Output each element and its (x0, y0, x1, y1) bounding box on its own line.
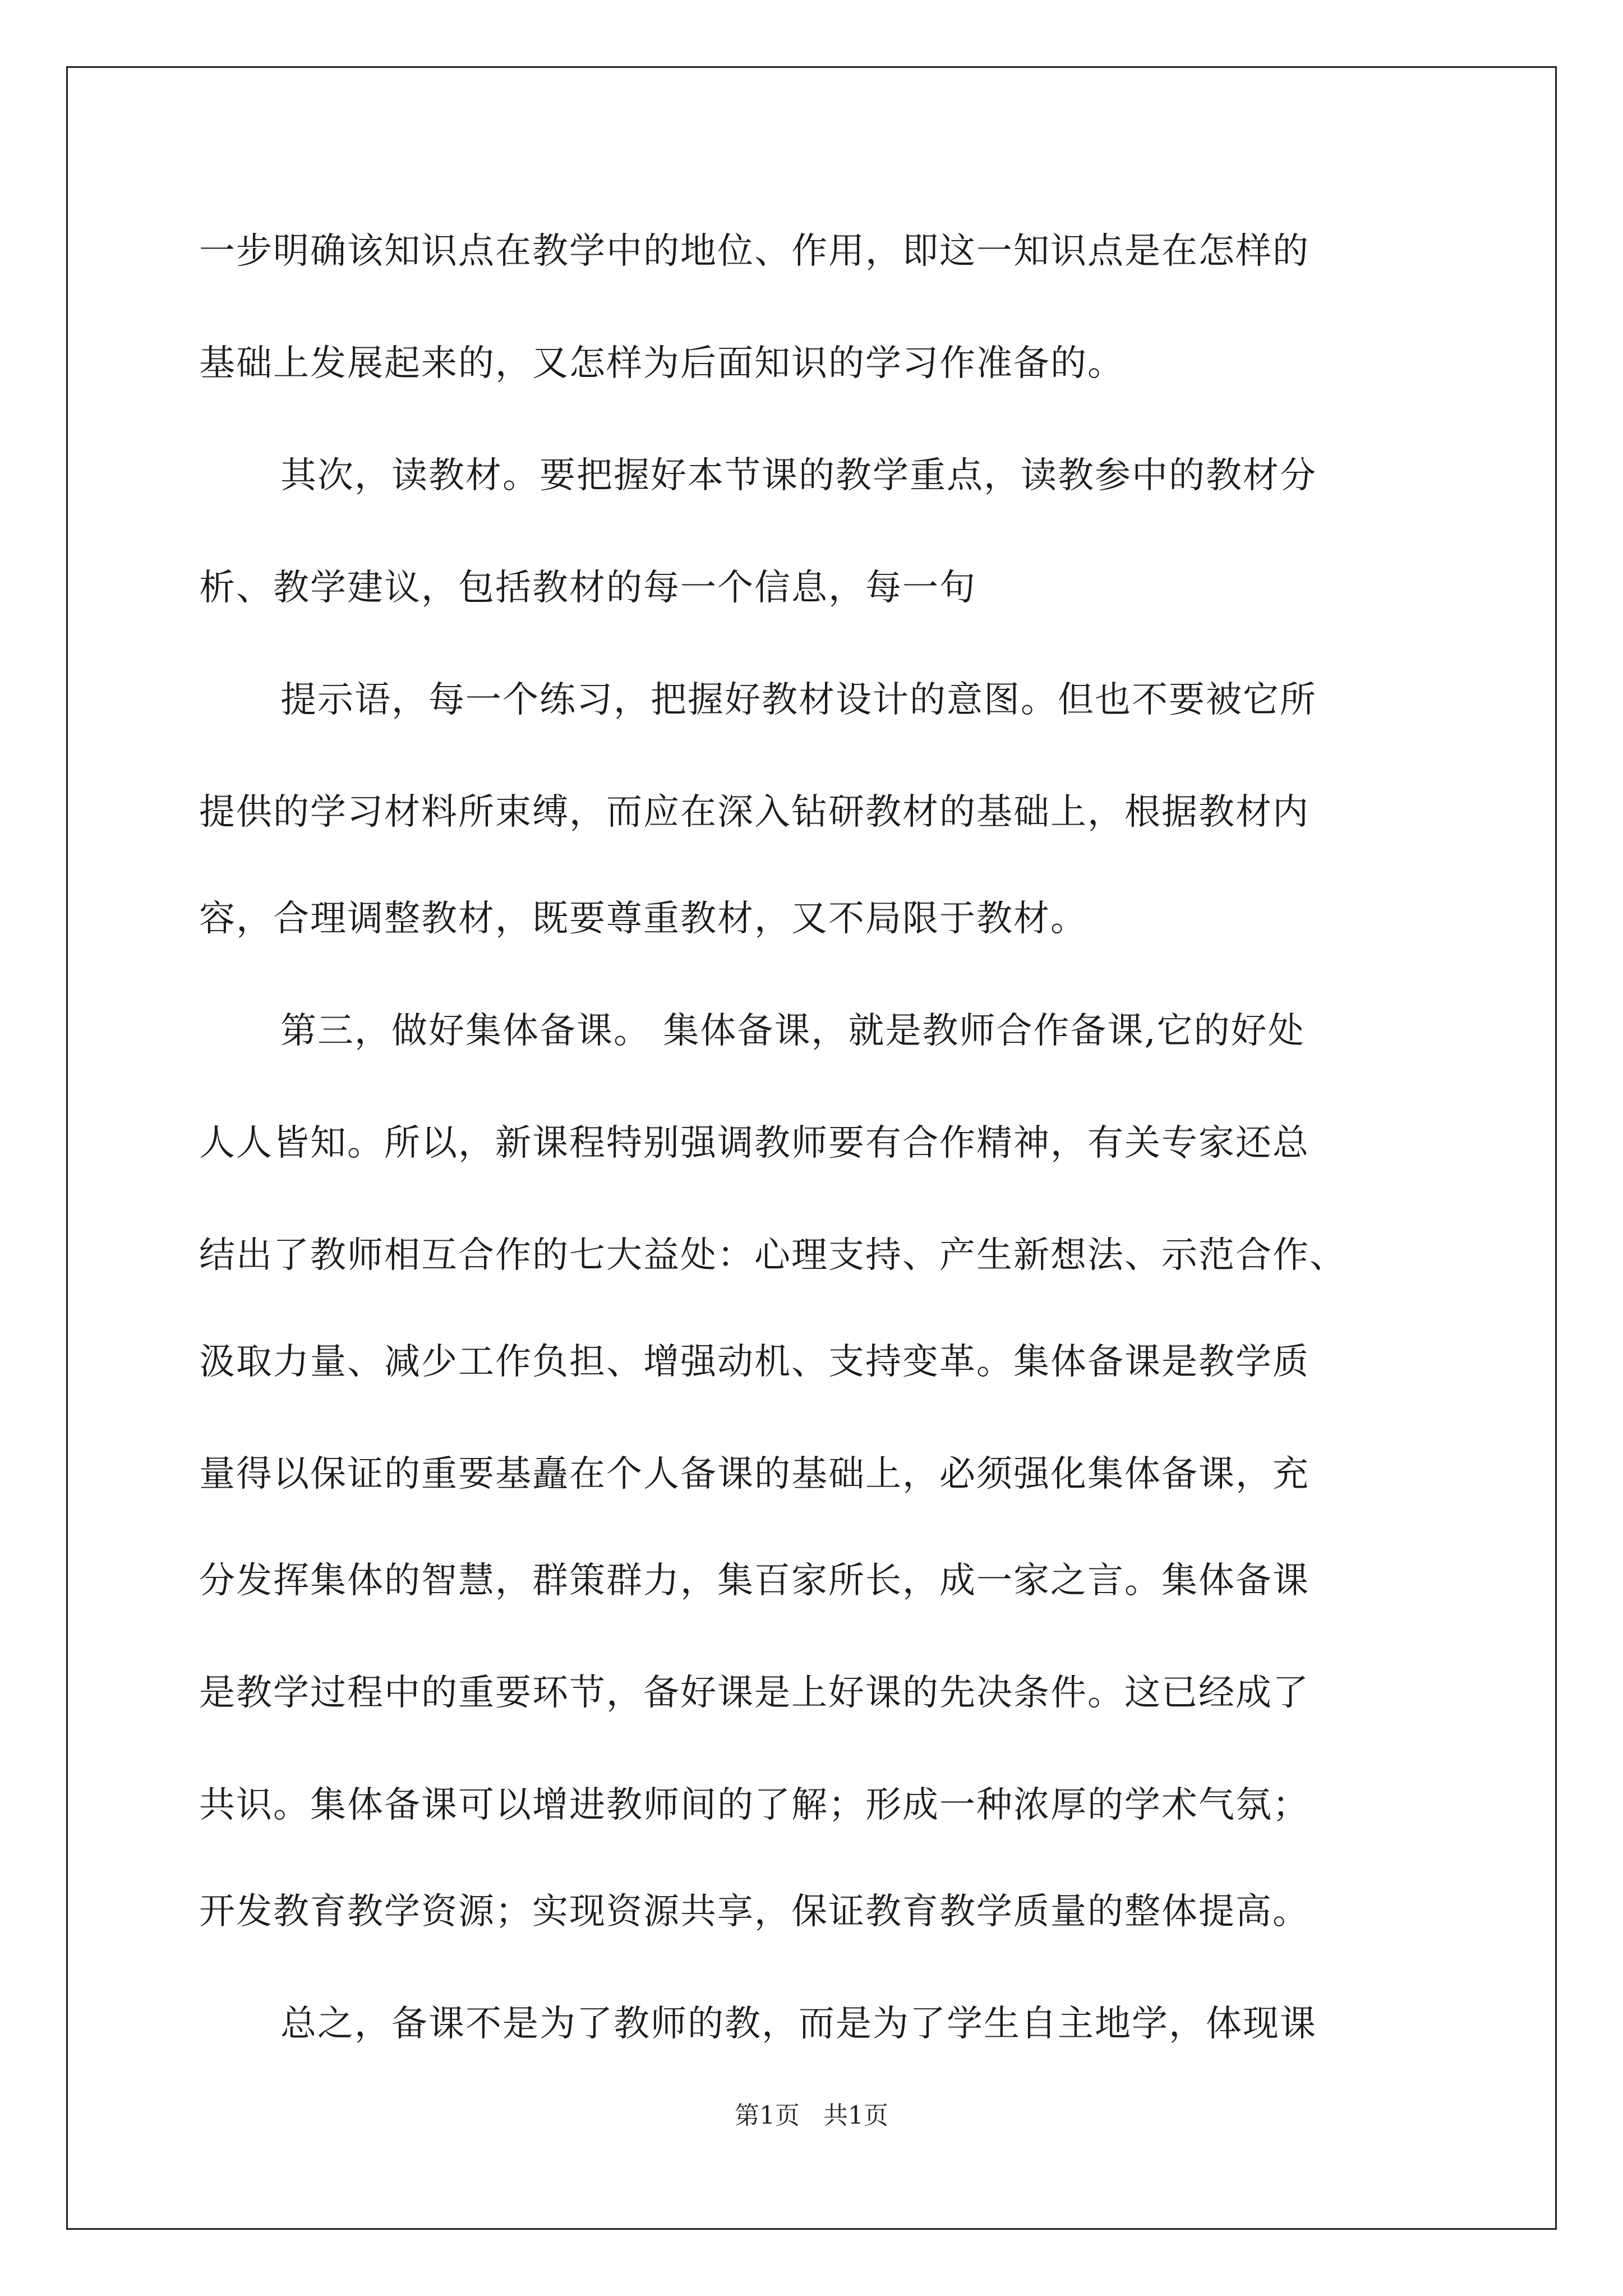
text-line: 共识。集体备课可以增进教师间的了解；形成一种浓厚的学术气氛； (199, 1784, 1310, 1826)
text-line: 基础上发展起来的，又怎样为后面知识的学习作准备的。 (199, 343, 1124, 384)
page-number: 第1页 (735, 2101, 800, 2130)
text-line: 析、教学建议，包括教材的每一个信息，每一句 (199, 567, 976, 609)
paragraph-start-line: 提示语，每一个练习，把握好教材设计的意图。但也不要被它所 (280, 679, 1317, 721)
text-line: 是教学过程中的重要环节，备好课是上好课的先决条件。这已经成了 (199, 1672, 1310, 1714)
paragraph-start-line: 总之，备课不是为了教师的教，而是为了学生自主地学，体现课 (280, 2003, 1317, 2045)
page-total: 共1页 (823, 2101, 888, 2130)
text-line: 结出了教师相互合作的七大益处：心理支持、产生新想法、示范合作、 (199, 1235, 1347, 1276)
paragraph-start-line: 第三，做好集体备课。 集体备课，就是教师合作备课,它的好处 (280, 1010, 1305, 1052)
page-footer (0, 2100, 1623, 2132)
text-line: 汲取力量、减少工作负担、增强动机、支持变革。集体备课是教学质 (199, 1341, 1310, 1383)
text-line: 分发挥集体的智慧，群策群力，集百家所长，成一家之言。集体备课 (199, 1560, 1310, 1602)
text-line: 提供的学习材料所束缚，而应在深入钻研教材的基础上，根据教材内 (199, 792, 1310, 833)
text-line: 一步明确该知识点在教学中的地位、作用，即这一知识点是在怎样的 (199, 231, 1310, 272)
text-line: 量得以保证的重要基矗在个人备课的基础上，必须强化集体备课，充 (199, 1453, 1310, 1495)
text-line: 容，合理调整教材，既要尊重教材，又不局限于教材。 (199, 898, 1087, 940)
text-line: 开发教育教学资源；实现资源共享，保证教育教学质量的整体提高。 (199, 1891, 1310, 1932)
paragraph-start-line: 其次，读教材。要把握好本节课的教学重点，读教参中的教材分 (280, 455, 1317, 496)
text-line: 人人皆知。所以，新课程特别强调教师要有合作精神，有关专家还总 (199, 1122, 1310, 1164)
